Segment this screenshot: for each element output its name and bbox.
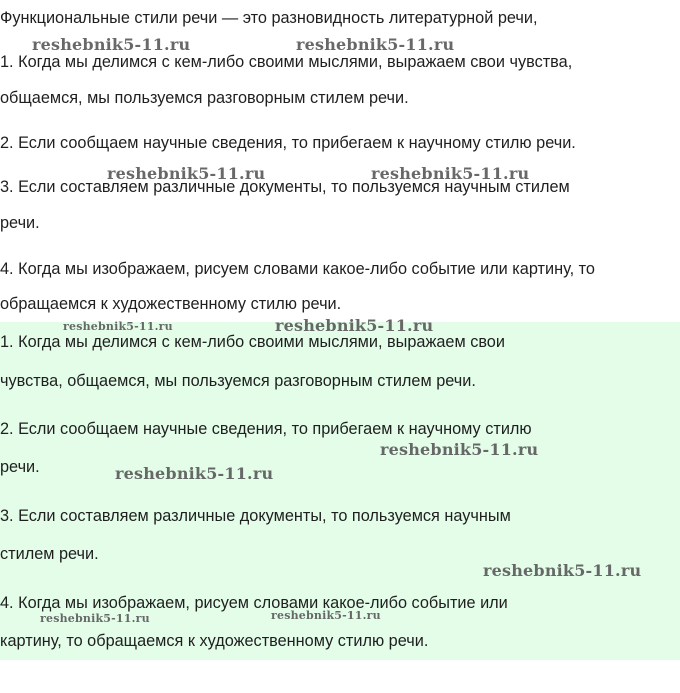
- watermark-text: reshebnik5-11.ru: [115, 464, 274, 483]
- section1-item4-line2: обращаемся к художественному стилю речи.: [0, 295, 342, 313]
- section2-item3-line2: стилем речи.: [0, 545, 99, 563]
- section2-item2-line2: речи.: [0, 458, 40, 476]
- section2-item1-line1: 1. Когда мы делимся с кем-либо своими мыслями, выражаем свои: [0, 333, 505, 351]
- watermark-text: reshebnik5-11.ru: [40, 612, 150, 625]
- watermark-text: reshebnik5-11.ru: [483, 561, 642, 580]
- section2-item4-line2: картину, то обращаемся к художественному стилю речи.: [0, 632, 429, 650]
- section1-item1-line2: общаемся, мы пользуемся разговорным стилем речи.: [0, 89, 409, 107]
- section1-item2-line1: 2. Если сообщаем научные сведения, то прибегаем к научному стилю речи.: [0, 134, 576, 152]
- section1-item4-line1: 4. Когда мы изображаем, рисуем словами какое-либо событие или картину, то: [0, 260, 595, 278]
- section2-item2-line1: 2. Если сообщаем научные сведения, то прибегаем к научному стилю: [0, 420, 532, 438]
- watermark-text: reshebnik5-11.ru: [275, 316, 434, 335]
- section1-item3-line1: 3. Если составляем различные документы, то пользуемся научным стилем: [0, 178, 570, 196]
- watermark-text: reshebnik5-11.ru: [296, 35, 455, 54]
- section1-item1-line1: 1. Когда мы делимся с кем-либо своими мыслями, выражаем свои чувства,: [0, 53, 573, 71]
- watermark-text: reshebnik5-11.ru: [32, 35, 191, 54]
- watermark-text: reshebnik5-11.ru: [107, 164, 266, 183]
- watermark-text: reshebnik5-11.ru: [380, 440, 539, 459]
- watermark-text: reshebnik5-11.ru: [63, 320, 173, 333]
- section2-item1-line2: чувства, общаемся, мы пользуемся разговорным стилем речи.: [0, 372, 476, 390]
- watermark-text: reshebnik5-11.ru: [271, 609, 381, 622]
- section2-item4-line1: 4. Когда мы изображаем, рисуем словами какое-либо событие или: [0, 594, 508, 612]
- watermark-text: reshebnik5-11.ru: [371, 164, 530, 183]
- section2-item3-line1: 3. Если составляем различные документы, то пользуемся научным: [0, 507, 511, 525]
- intro-line: Функциональные стили речи — это разновидность литературной речи,: [0, 9, 538, 27]
- section1-item3-line2: речи.: [0, 214, 40, 232]
